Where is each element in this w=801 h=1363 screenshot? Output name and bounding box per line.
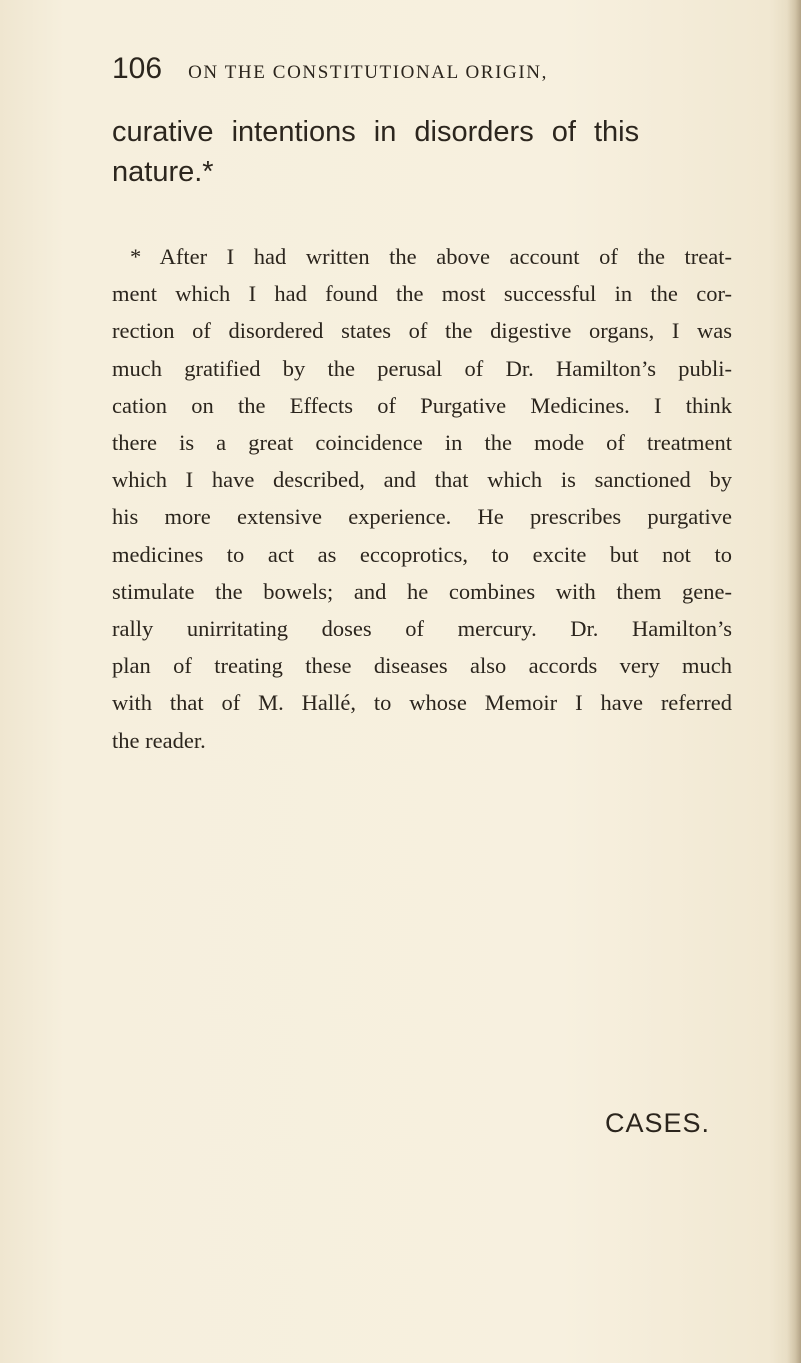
footnote-line: ment which I had found the most successful in the cor- [112,281,732,307]
footnote-line: medicines to act as eccoprotics, to excite but not to [112,541,732,567]
footnote-line: there is a great coincidence in the mode of treatment [112,430,732,456]
footnote-line: his more extensive experience. He prescribes purgative [112,504,732,530]
body-paragraph [112,112,712,192]
footnote-line: * After I had written the above account of the treat- [130,244,732,269]
footnote-line: stimulate the bowels; and he combines with them gene- [112,578,732,604]
footnote-line: rection of disordered states of the digestive organs, I was [112,318,732,344]
footnote-line: the reader. [112,727,206,753]
running-title: ON THE CONSTITUTIONAL ORIGIN, [188,62,548,83]
page-number: 106 [112,52,163,85]
body-line: nature.* [112,156,214,188]
page-edge-shadow [787,0,801,1363]
footnote-line: plan of treating these diseases also accords very much [112,653,732,679]
footnote-line: which I have described, and that which is sanctioned by [112,467,732,493]
footnote-line: rally unirritating doses of mercury. Dr. Hamilton’s [112,616,732,642]
footnote-line: with that of M. Hallé, to whose Memoir I have referred [112,690,732,716]
body-line: curative intentions in disorders of this [112,116,640,148]
footnote [112,238,732,759]
catchword: CASES. [605,1108,711,1138]
footnote-line: much gratified by the perusal of Dr. Hamilton’s publi- [112,355,732,381]
footnote-line: cation on the Effects of Purgative Medicines. I think [112,392,732,418]
page-header [112,52,672,92]
